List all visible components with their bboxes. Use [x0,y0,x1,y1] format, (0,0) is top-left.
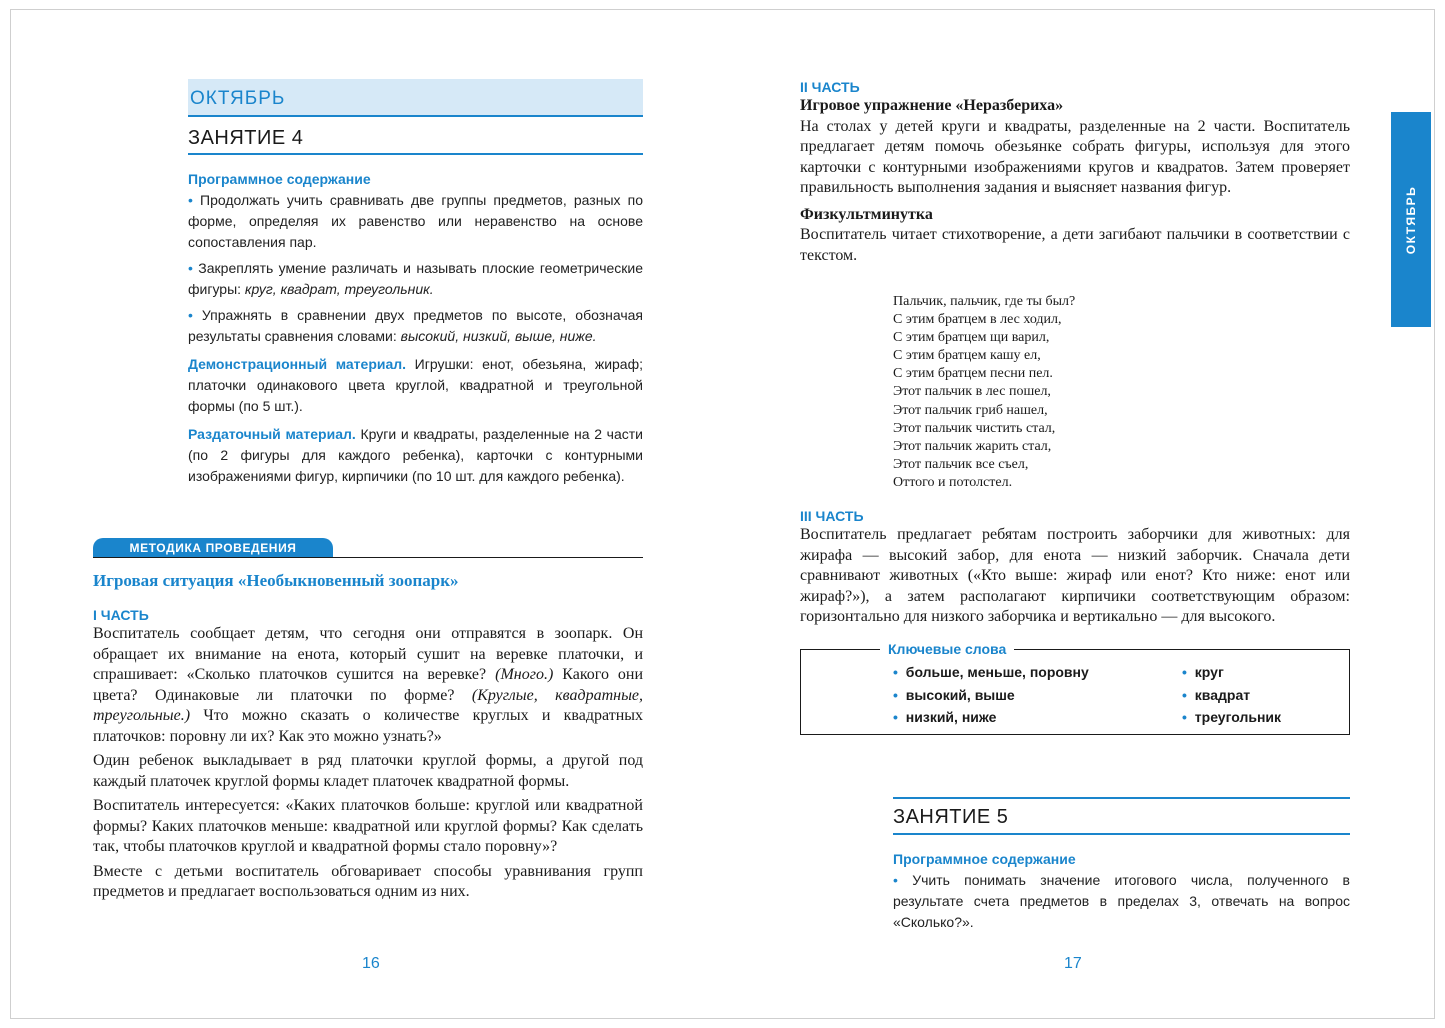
bullet-icon: • [188,307,193,323]
part-1-text-b: Какого они цвета? Одинаковые ли платочки по форме? [93,666,644,704]
month-header: ОКТЯБРЬ [188,79,643,117]
poem-line: Этот пальчик жарить стал, [893,438,1052,454]
lesson-5-title: ЗАНЯТИЕ 5 [893,805,1350,835]
keyword: • треугольник [1182,706,1281,729]
program-5-goal: Учить понимать значение итогового числа, полученного в результате счета предметов в пределах 3, отвечать на вопрос «Сколько?». [893,872,1350,930]
part-1-header: I ЧАСТЬ [93,607,149,623]
page-number-right: 17 [1064,955,1082,972]
part-1-answer-2: (Круглые, квадратные, треугольные.) [93,686,644,724]
part-1-paragraph-4: Вместе с детьми воспитатель обговаривает способы уравнивания групп предметов и предлагает воспользоваться одним из них. [93,862,643,900]
keyword: • квадрат [1182,684,1281,707]
part-2-section [800,78,1350,270]
keywords-column-1 [893,661,1089,729]
month-side-tab [1391,112,1431,327]
goal-1: Продолжать учить сравнивать две группы предметов, разных по форме, определяя их равенство или неравенство на основе сопоставления пар. [188,192,644,250]
poem-line: С этим братцем песни пел. [893,366,1053,382]
finger-poem [893,293,1075,492]
part-2-text: На столах у детей круги и квадраты, разделенные на 2 части. Воспитатель предлагает детям помочь обезьянке собрать фигуры, используя для этого карточки с контурными изображениями кругов и квадратов. Затем проверяет правильность выполнения задания и выясняет названия фигур. [800,117,1350,196]
method-tab: МЕТОДИКА ПРОВЕДЕНИЯ [93,538,333,558]
game-2-title: Игровое упражнение «Неразбериха» [800,97,1064,114]
goal-2-shapes: круг, квадрат, треугольник. [244,281,434,297]
poem-line: Этот пальчик гриб нашел, [893,402,1048,418]
poem-line: С этим братцем кашу ел, [893,348,1041,364]
page-number-left: 16 [362,955,380,972]
keyword: • высокий, выше [893,684,1089,707]
goal-3-words: высокий, низкий, выше, ниже. [400,328,597,344]
part-1-answer-1: (Много.) [495,666,554,683]
keyword: • круг [1182,661,1281,684]
lesson-5-top-rule [893,797,1350,799]
handout-material-text: Круги и квадраты, разделенные на 2 части (по 2 фигуры для каждого ребенка), карточки с контурными изображениями фигур, кирпичики (по 10 шт. для каждого ребенка). [188,426,643,484]
keyword: • больше, меньше, поровну [893,661,1089,684]
program-5-label: Программное содержание [893,851,1076,867]
poem-line: Этот пальчик чистить стал, [893,420,1056,436]
program-5-content [893,849,1350,938]
program-content [188,169,643,492]
bullet-icon: • [893,872,898,888]
program-label: Программное содержание [188,171,371,187]
part-3-section [800,507,1350,632]
poem-line: С этим братцем щи варил, [893,330,1050,346]
fizkult-text: Воспитатель читает стихотворение, а дети загибают пальчики в соответствии с текстом. [800,226,1350,264]
game-situation-title: Игровая ситуация «Необыкновенный зоопарк» [93,571,459,590]
part-1-text-c: Что можно сказать о количестве круглых и квадратных платочков: поровну ли их? Как это можно узнать?» [93,707,644,745]
poem-line: Этот пальчик в лес пошел, [893,384,1051,400]
poem-line: Пальчик, пальчик, где ты был? [893,294,1076,309]
keywords-title: Ключевые слова [880,639,1014,659]
fizkult-title: Физкультминутка [800,205,933,223]
part-2-header: II ЧАСТЬ [800,79,860,95]
keyword: • низкий, ниже [893,706,1089,729]
part-1-paragraph-3: Воспитатель интересуется: «Каких платочков больше: круглой или квадратной формы? Каких платочков меньше: квадратной или круглой формы? Как сделать так, чтобы платочков круглой и квадратной формы стало поровну»? [93,797,643,855]
part-3-header: III ЧАСТЬ [800,508,864,524]
goal-2: Закреплять умение различать и называть плоские геометрические фигуры: [188,260,644,297]
bullet-icon: • [188,260,193,276]
poem-line: Этот пальчик все съел, [893,456,1029,472]
goal-3: Упражнять в сравнении двух предметов по высоте, обозначая результаты сравнения словами: [188,307,644,344]
demo-material-text: Игрушки: енот, обезьяна, жираф; платочки одинакового цвета круглой, квадратной и треугольной формы (по 5 шт.). [188,356,644,414]
handout-material-label: Раздаточный материал. [188,426,356,442]
poem-line: Оттого и потолстел. [893,474,1013,490]
poem-line: С этим братцем в лес ходил, [893,312,1062,328]
part-1-text-a: Воспитатель сообщает детям, что сегодня они отправятся в зоопарк. Он обращает их внимание на енота, который сушит на веревке платочки, и спрашивает: «Сколько платочков сушится на веревке? [93,625,643,683]
lesson-4-title: ЗАНЯТИЕ 4 [188,126,643,155]
part-1-section [93,606,643,907]
keywords-column-2 [1182,661,1281,729]
month-side-tab-label: ОКТЯБРЬ [1404,185,1418,254]
part-1-paragraph-2: Один ребенок выкладывает в ряд платочки круглой формы, а другой под каждый платочек круглой формы кладет платочек квадратной формы. [93,752,643,790]
method-divider [93,557,643,558]
part-3-text: Воспитатель предлагает ребятам построить заборчики для животных: для жирафа — высокий забор, для енота — низкий заборчик. Сначала дети сравнивают животных («Кто выше: жираф или енот? Кто ниже: енот или жираф?»), а затем располагают кирпичики соответствующим образом: горизонтально для низкого заборчика и вертикально — для высокого. [800,526,1350,625]
bullet-icon: • [188,192,193,208]
demo-material-label: Демонстрационный материал. [188,356,407,372]
